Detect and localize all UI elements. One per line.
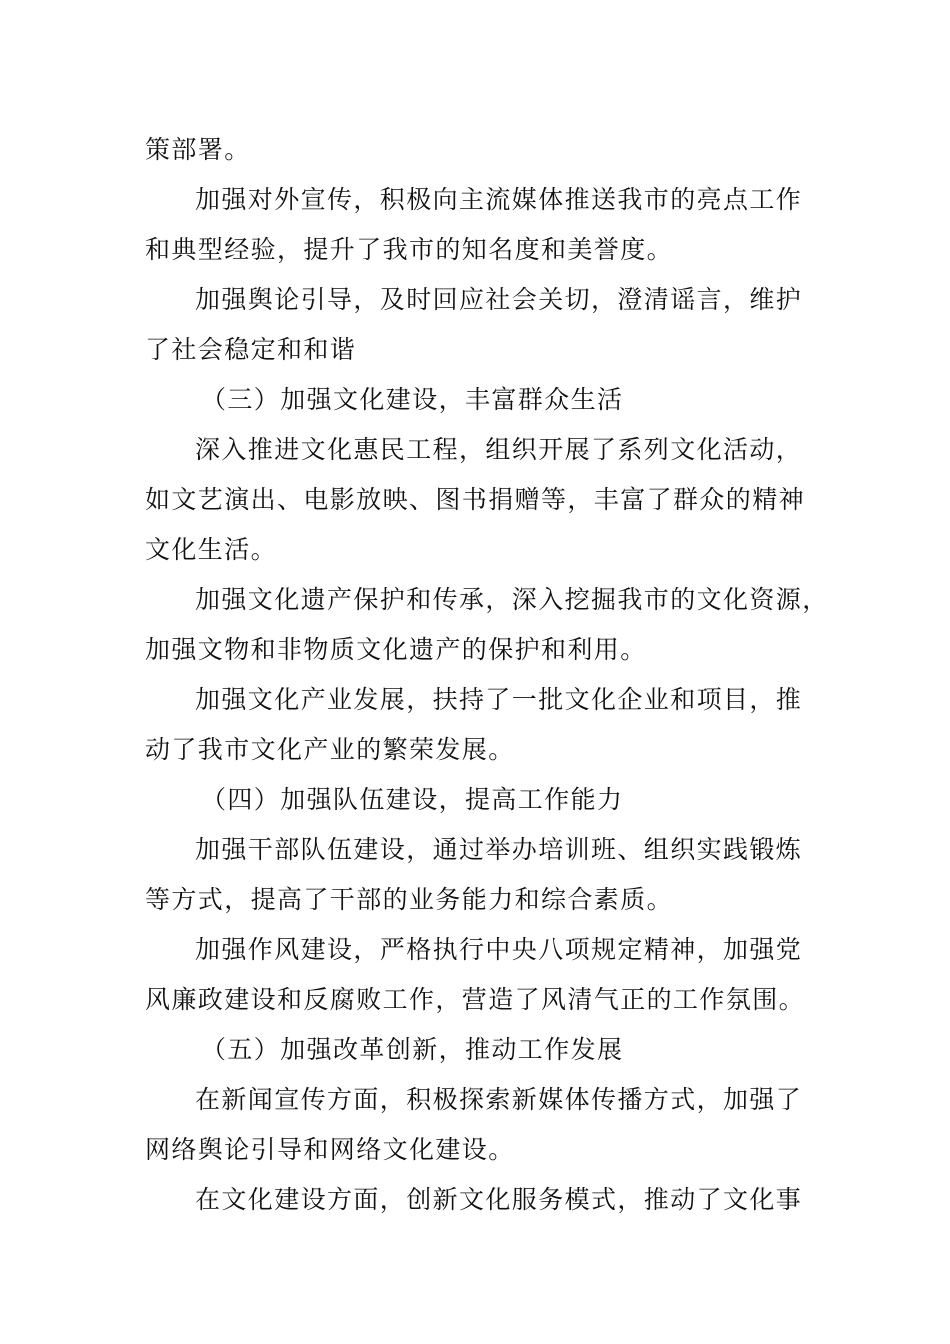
text-line: 等方式，提高了干部的业务能力和综合素质。 [145, 885, 674, 914]
paragraph-first-line: 加强文化遗产保护和传承，深入挖掘我市的文化资源， [195, 585, 829, 614]
text-line: 了社会稳定和和谐 [145, 335, 357, 364]
paragraph-first-line: 加强作风建设，严格执行中央八项规定精神，加强党 [195, 935, 803, 964]
text-line: 动了我市文化产业的繁荣发展。 [145, 735, 515, 764]
paragraph-first-line: 加强干部队伍建设，通过举办培训班、组织实践锻炼 [195, 835, 803, 864]
document-body [145, 125, 835, 1225]
paragraph-first-line: 在新闻宣传方面，积极探索新媒体传播方式，加强了 [195, 1085, 803, 1114]
text-line: 策部署。 [145, 135, 251, 164]
section-heading: （三）加强文化建设，丰富群众生活 [201, 385, 624, 414]
paragraph-first-line: 深入推进文化惠民工程，组织开展了系列文化活动， [195, 435, 803, 464]
text-line: 如文艺演出、电影放映、图书捐赠等，丰富了群众的精神 [145, 485, 806, 514]
text-line: 和典型经验，提升了我市的知名度和美誉度。 [145, 235, 674, 264]
section-heading: （五）加强改革创新，推动工作发展 [201, 1035, 624, 1064]
text-line: 网络舆论引导和网络文化建设。 [145, 1135, 515, 1164]
text-line: 文化生活。 [145, 535, 278, 564]
paragraph-first-line: 加强文化产业发展，扶持了一批文化企业和项目，推 [195, 685, 803, 714]
section-heading: （四）加强队伍建设，提高工作能力 [201, 785, 624, 814]
paragraph-first-line: 加强对外宣传，积极向主流媒体推送我市的亮点工作 [195, 185, 803, 214]
text-line: 风廉政建设和反腐败工作，营造了风清气正的工作氛围。 [145, 985, 806, 1014]
text-line: 加强文物和非物质文化遗产的保护和利用。 [145, 635, 647, 664]
paragraph-first-line: 在文化建设方面，创新文化服务模式，推动了文化事 [195, 1185, 803, 1214]
paragraph-first-line: 加强舆论引导，及时回应社会关切，澄清谣言，维护 [195, 285, 803, 314]
